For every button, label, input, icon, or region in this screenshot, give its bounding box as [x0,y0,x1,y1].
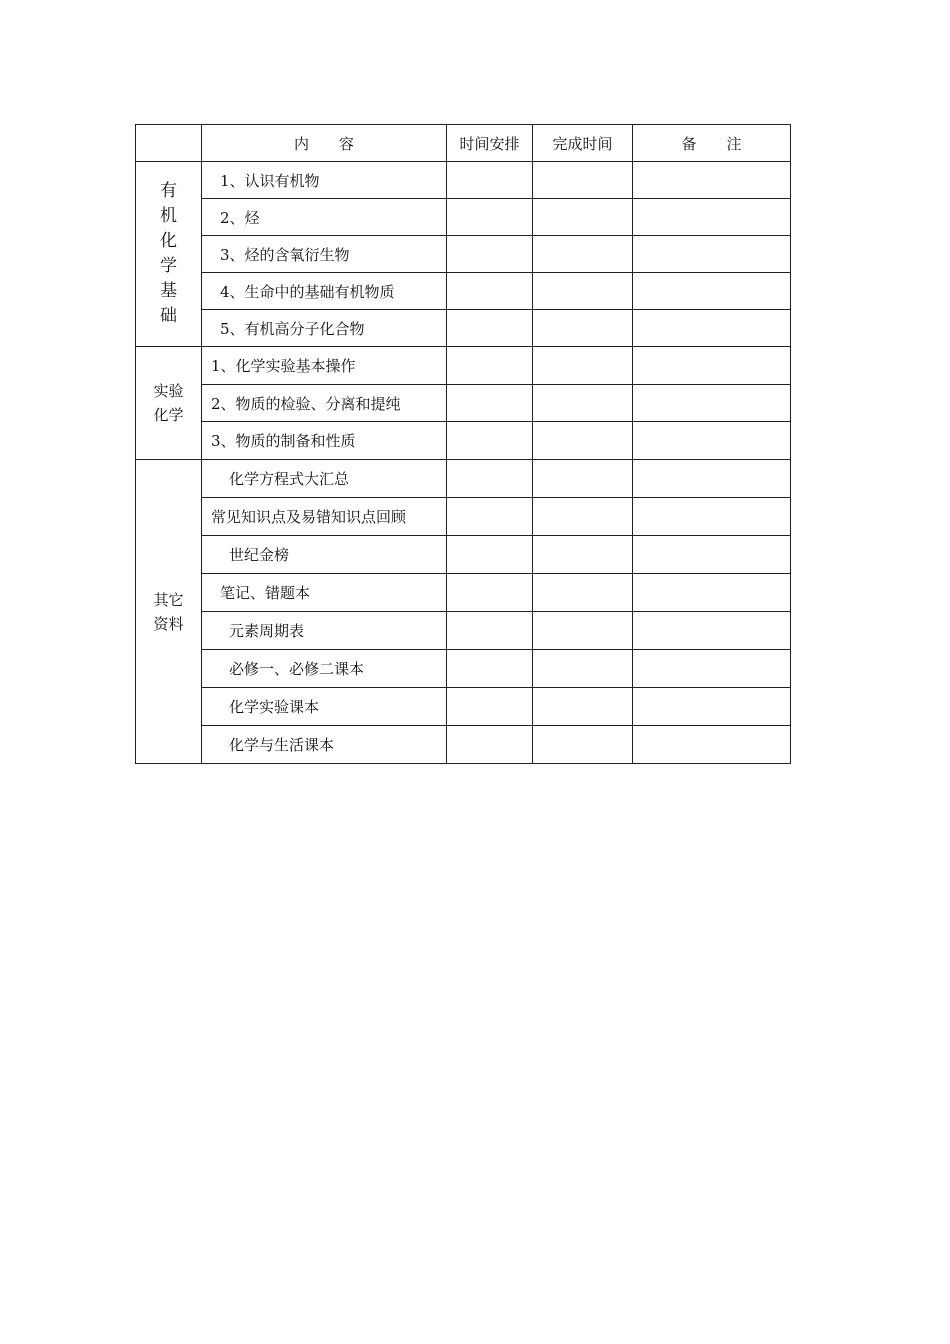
schedule-cell[interactable] [447,498,533,536]
header-content: 内 容 [202,125,447,162]
table-row [136,460,791,498]
table-row [136,236,791,273]
table-row [136,347,791,385]
table-row [136,422,791,460]
content-cell: 4、生命中的基础有机物质 [202,273,447,310]
remarks-cell[interactable] [633,460,791,498]
remarks-cell[interactable] [633,347,791,385]
group-label-line: 化学 [153,406,184,424]
schedule-cell[interactable] [447,612,533,650]
content-cell: 化学实验课本 [202,688,447,726]
completion-cell[interactable] [533,347,633,385]
completion-cell[interactable] [533,310,633,347]
content-cell: 3、物质的制备和性质 [202,422,447,460]
schedule-cell[interactable] [447,162,533,199]
completion-cell[interactable] [533,460,633,498]
schedule-cell[interactable] [447,460,533,498]
schedule-cell[interactable] [447,650,533,688]
remarks-cell[interactable] [633,498,791,536]
group-other-materials [136,460,202,764]
completion-cell[interactable] [533,498,633,536]
content-cell: 1、化学实验基本操作 [202,347,447,385]
completion-cell[interactable] [533,162,633,199]
table-row [136,273,791,310]
group-label-line: 基 [160,281,177,301]
group-label-line: 化 [160,231,177,251]
group-experimental-chemistry [136,347,202,460]
table-row [136,199,791,236]
schedule-cell[interactable] [447,236,533,273]
content-cell: 化学与生活课本 [202,726,447,764]
remarks-cell[interactable] [633,310,791,347]
completion-cell[interactable] [533,236,633,273]
content-cell: 世纪金榜 [202,536,447,574]
schedule-cell[interactable] [447,726,533,764]
group-label-line: 学 [160,256,177,276]
header-remarks: 备 注 [633,125,791,162]
completion-cell[interactable] [533,536,633,574]
header-category [136,125,202,162]
table-row [136,310,791,347]
schedule-cell[interactable] [447,310,533,347]
remarks-cell[interactable] [633,422,791,460]
content-cell: 常见知识点及易错知识点回顾 [202,498,447,536]
remarks-cell[interactable] [633,726,791,764]
content-cell: 笔记、错题本 [202,574,447,612]
remarks-cell[interactable] [633,236,791,273]
content-cell: 5、有机高分子化合物 [202,310,447,347]
schedule-cell[interactable] [447,385,533,422]
schedule-cell[interactable] [447,688,533,726]
remarks-cell[interactable] [633,273,791,310]
completion-cell[interactable] [533,612,633,650]
content-cell: 2、烃 [202,199,447,236]
group-label-line: 资料 [153,614,184,633]
content-cell: 3、烃的含氧衍生物 [202,236,447,273]
group-label-line: 实验 [153,382,184,400]
remarks-cell[interactable] [633,688,791,726]
remarks-cell[interactable] [633,536,791,574]
completion-cell[interactable] [533,650,633,688]
table-row [136,498,791,536]
content-cell: 化学方程式大汇总 [202,460,447,498]
completion-cell[interactable] [533,385,633,422]
header-schedule: 时间安排 [447,125,533,162]
header-row [136,125,791,162]
group-label-line: 有 [160,181,177,201]
table-row [136,536,791,574]
group-label-line: 础 [160,306,177,326]
completion-cell[interactable] [533,422,633,460]
content-cell: 1、认识有机物 [202,162,447,199]
remarks-cell[interactable] [633,650,791,688]
group-label-line: 其它 [153,590,184,609]
remarks-cell[interactable] [633,199,791,236]
table-row [136,726,791,764]
completion-cell[interactable] [533,273,633,310]
table-row [136,612,791,650]
completion-cell[interactable] [533,574,633,612]
table-row [136,162,791,199]
schedule-cell[interactable] [447,574,533,612]
header-completion: 完成时间 [533,125,633,162]
schedule-cell[interactable] [447,536,533,574]
table-row [136,688,791,726]
table-row [136,574,791,612]
content-cell: 元素周期表 [202,612,447,650]
content-cell: 必修一、必修二课本 [202,650,447,688]
table-row [136,650,791,688]
completion-cell[interactable] [533,688,633,726]
table-row [136,385,791,422]
group-label-line: 机 [160,206,177,226]
completion-cell[interactable] [533,199,633,236]
remarks-cell[interactable] [633,385,791,422]
study-plan-table [135,124,791,764]
content-cell: 2、物质的检验、分离和提纯 [202,385,447,422]
schedule-cell[interactable] [447,422,533,460]
schedule-cell[interactable] [447,273,533,310]
completion-cell[interactable] [533,726,633,764]
schedule-cell[interactable] [447,347,533,385]
remarks-cell[interactable] [633,574,791,612]
remarks-cell[interactable] [633,612,791,650]
group-organic-chemistry [136,162,202,347]
remarks-cell[interactable] [633,162,791,199]
schedule-cell[interactable] [447,199,533,236]
